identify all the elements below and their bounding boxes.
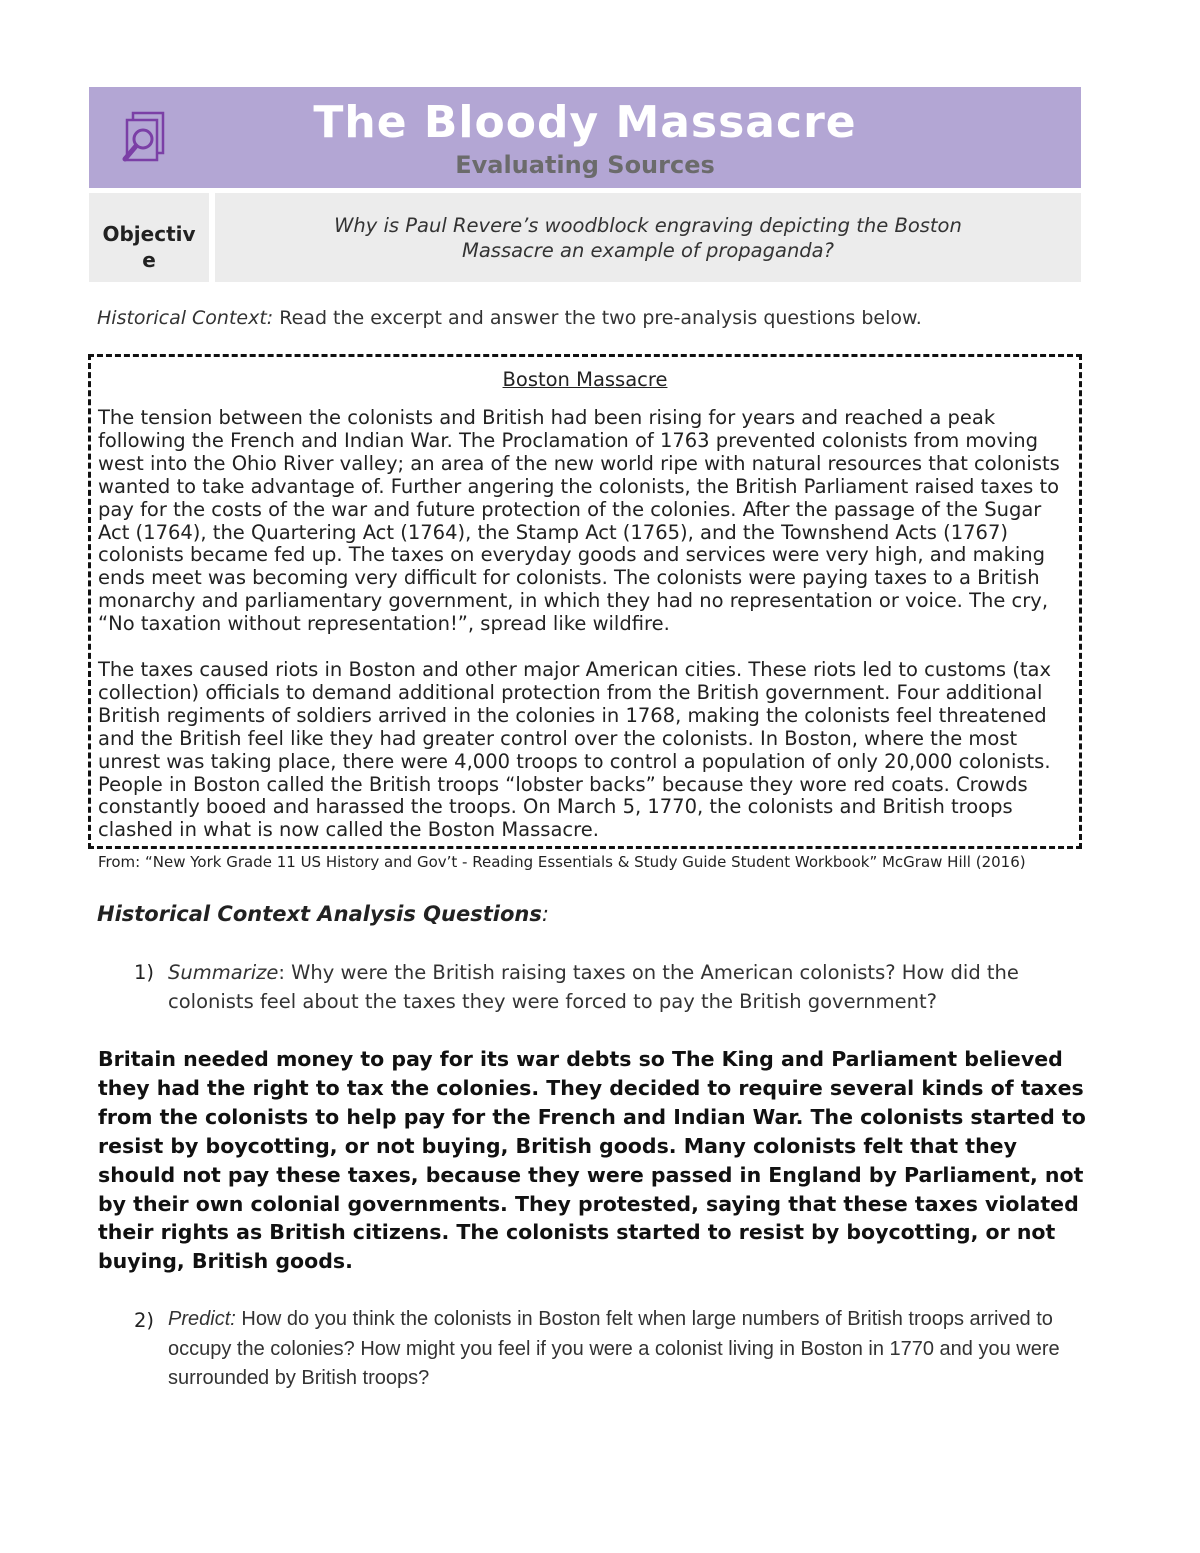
- objective-label-cell: [89, 193, 209, 282]
- question-1: [168, 959, 1088, 1016]
- excerpt-paragraph-2: The taxes caused riots in Boston and other major American cities. These riots led to customs (tax collection) officials to demand additional protection from the British government. Four additional British regiments of soldiers arrived in the colonies in 1768, making the colonists feel threatened and the British feel like they had greater control over the colonists. In Boston, where the most unrest was taking place, there were 4,000 troops to control a population of only 20,000 colonists. People in Boston called the British troops “lobster backs” because they wore red coats. Crowds constantly booed and harassed the troops. On March 5, 1770, the colonists and British troops clashed in what is now called the Boston Massacre.: [98, 658, 1052, 842]
- historical-context-line: [97, 307, 922, 329]
- historical-context-label: Historical Context:: [97, 307, 274, 329]
- question-2: [168, 1305, 1098, 1394]
- excerpt-source: From: “New York Grade 11 US History and Gov’t - Reading Essentials & Study Guide Student Workbook” McGraw Hill (2016): [98, 853, 1026, 871]
- question-2-label: Predict:: [168, 1308, 236, 1330]
- historical-context-instruction: Read the excerpt and answer the two pre-analysis questions below.: [279, 307, 922, 329]
- question-2-number: 2): [134, 1309, 155, 1332]
- excerpt-title: Boston Massacre: [502, 368, 668, 391]
- objective-label: Objective: [102, 222, 196, 272]
- page-subtitle: Evaluating Sources: [455, 151, 715, 179]
- excerpt-paragraph-1: The tension between the colonists and British had been rising for years and reached a peak following the French and Indian War. The Proclamation of 1763 prevented colonists from moving west into the Ohio River valley; an area of the new world ripe with natural resources that colonists wanted to take advantage of. Further angering the colonists, the British Parliament raised taxes to pay for the costs of the war and future protection of the colonies. After the passage of the Sugar Act (1764), the Quartering Act (1764), the Stamp Act (1765), and the Townshend Acts (1767) colonists became fed up. The taxes on everyday goods and services were very high, and making ends meet was becoming very difficult for colonists. The colonists were paying taxes to a British monarchy and parliamentary government, in which they had no representation or voice. The cry, “No taxation without representation!”, spread like wildfire.: [98, 406, 1060, 636]
- objective-text: Why is Paul Revere’s woodblock engraving depicting the Boston Massacre an example of propaganda?: [334, 214, 962, 262]
- page-title: The Bloody Massacre: [313, 97, 857, 148]
- analysis-heading-colon: :: [541, 902, 549, 926]
- question-1-text: : Why were the British raising taxes on the American colonists? How did the colonists feel about the taxes they were forced to pay the British government?: [168, 961, 1019, 1013]
- question-1-number: 1): [134, 961, 155, 984]
- question-2-text: How do you think the colonists in Boston felt when large numbers of British troops arrived to occupy the colonies? How might you feel if you were a colonist living in Boston in 1770 and you were surrounded by British troops?: [168, 1308, 1060, 1389]
- answer-1: Britain needed money to pay for its war debts so The King and Parliament believed they had the right to tax the colonies. They decided to require several kinds of taxes from the colonists to help pay for the French and Indian War. The colonists started to resist by boycotting, or not buying, British goods. Many colonists felt that they should not pay these taxes, because they were passed in England by Parliament, not by their own colonial governments. They protested, saying that these taxes violated their rights as British citizens. The colonists started to resist by boycotting, or not buying, British goods.: [98, 1047, 1086, 1274]
- worksheet-header: [89, 87, 1081, 188]
- objective-text-cell: [215, 193, 1081, 282]
- excerpt-box: [88, 354, 1082, 849]
- analysis-heading-text: Historical Context Analysis Questions: [97, 902, 542, 926]
- question-1-label: Summarize: [168, 961, 279, 984]
- analysis-heading: [97, 902, 549, 926]
